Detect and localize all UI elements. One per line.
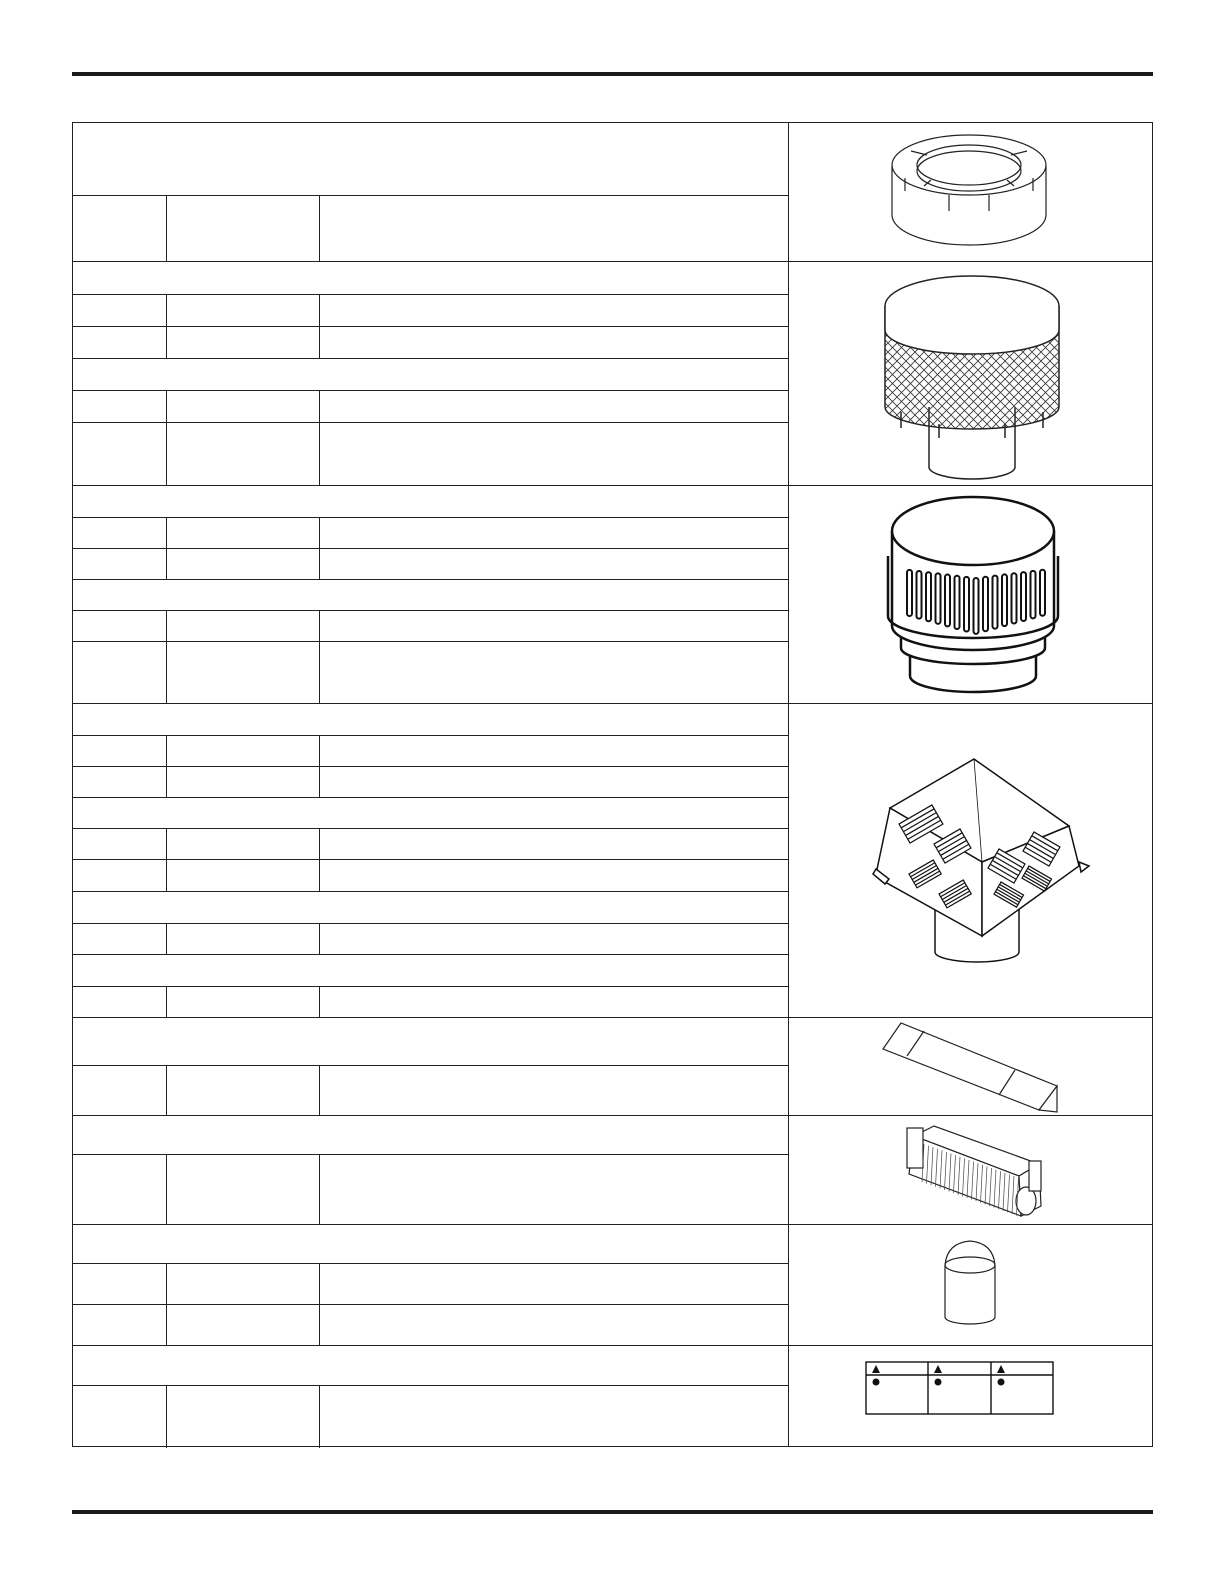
table-row [73,987,788,1018]
section-header [73,1116,788,1155]
table-row [73,860,788,892]
vent-cap-ring-icon [789,123,1152,262]
round-cap-illustration [789,1225,1152,1346]
square-hood-termination-icon [789,704,1152,1018]
section-header [73,704,788,736]
table-row [73,829,788,860]
warning-labels-icon [789,1346,1152,1448]
section-subheader [73,892,788,924]
top-rule [72,72,1153,76]
table-row [73,767,788,798]
table-row [73,549,788,580]
section-header [73,123,788,196]
table-row [73,924,788,955]
section-header [73,486,788,518]
parts-list [73,123,789,1446]
table-row [73,295,788,327]
bottom-rule [72,1510,1153,1514]
table-row [73,196,788,262]
table-row [73,1066,788,1116]
wedge-trim-strip-icon [789,1018,1152,1116]
mesh-termination-cap-icon [789,262,1152,486]
description-cell [320,196,788,261]
table-row [73,1386,788,1448]
round-cap-cylinder-icon [789,1225,1152,1346]
table-row [73,327,788,359]
table-row [73,1305,788,1346]
table-row [73,518,788,549]
section-subheader [73,798,788,829]
warning-labels-illustration [789,1346,1152,1448]
table-row [73,423,788,486]
section-header [73,1225,788,1264]
table-row [73,642,788,704]
mesh-cap-illustration [789,262,1152,486]
louvered-cap-illustration [789,486,1152,704]
blower-fan-icon [789,1116,1152,1225]
section-header [73,1346,788,1386]
table-row [73,391,788,423]
table-row [73,736,788,767]
section-subheader [73,580,788,611]
table-row [73,1264,788,1305]
vent-cap-ring-illustration [789,123,1152,262]
blower-illustration [789,1116,1152,1225]
table-row [73,1155,788,1225]
parts-table [72,122,1153,1447]
section-subheader [73,359,788,391]
wedge-strip-illustration [789,1018,1152,1116]
section-header [73,262,788,295]
square-hood-illustration [789,704,1152,1018]
model-cell [167,196,320,261]
section-header [73,1018,788,1066]
illustration-column [789,123,1152,1446]
part-number-cell [73,196,167,261]
louvered-termination-cap-icon [789,486,1152,704]
section-subheader [73,955,788,987]
table-row [73,611,788,642]
